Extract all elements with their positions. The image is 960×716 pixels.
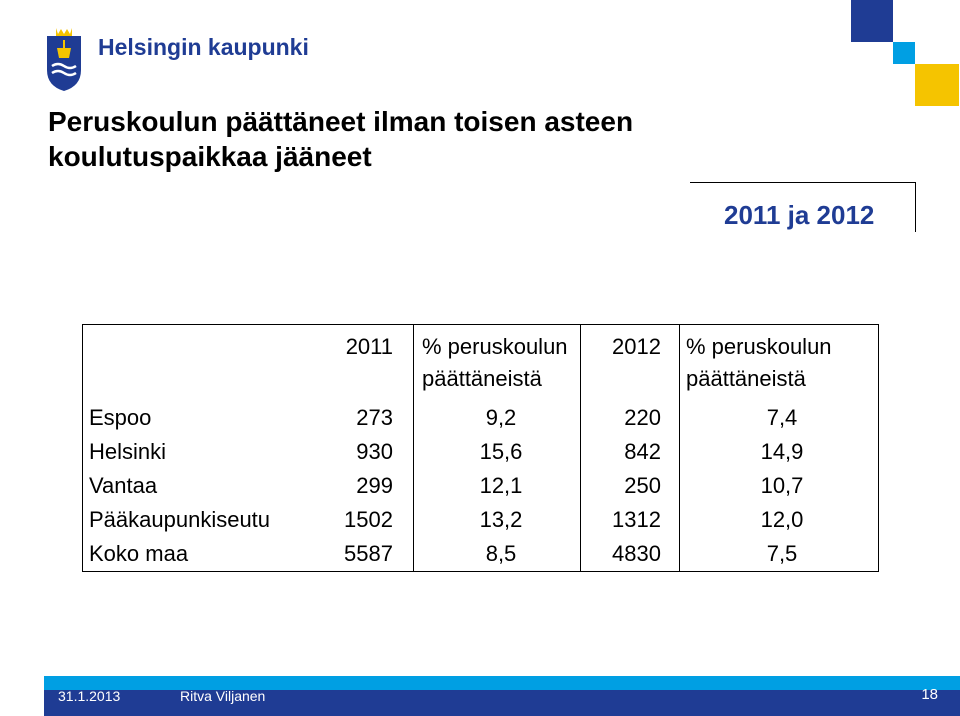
cell-2011: 273 — [313, 401, 414, 435]
cell-pct-2011: 15,6 — [414, 435, 581, 469]
table-row — [83, 435, 879, 469]
table-header-row — [83, 325, 879, 402]
cell-2011: 930 — [313, 435, 414, 469]
logo-text: Helsingin kaupunki — [98, 34, 309, 60]
table-row — [83, 537, 879, 572]
cell-area: Vantaa — [89, 473, 158, 498]
header-pct-2012 — [680, 325, 879, 402]
helsinki-coat-of-arms-icon — [44, 26, 84, 92]
cell-2012: 250 — [581, 469, 680, 503]
decor-square-blue — [851, 0, 893, 42]
cell-2012: 842 — [581, 435, 680, 469]
cell-pct-2012: 12,0 — [760, 507, 804, 532]
cell-2012: 1312 — [581, 503, 680, 537]
header-pct-2011-line2: päättäneistä — [422, 366, 542, 391]
cell-2011: 299 — [313, 469, 414, 503]
subtitle-years: 2011 ja 2012 — [724, 200, 875, 230]
header-year-2012: 2012 — [581, 325, 680, 402]
cell-area: Koko maa — [89, 541, 189, 566]
cell-pct-2012: 14,9 — [760, 439, 804, 464]
divider-line-vertical — [915, 182, 916, 232]
page-title — [48, 104, 633, 174]
footer-bar — [44, 676, 960, 716]
header-pct-2012-line1: % peruskoulun — [686, 334, 832, 359]
table-row — [83, 469, 879, 503]
page-title-line2: koulutuspaikkaa jääneet — [48, 141, 372, 172]
cell-pct-2012: 7,5 — [766, 541, 798, 566]
cell-pct-2012: 10,7 — [760, 473, 804, 498]
cell-area: Espoo — [89, 405, 152, 430]
header-pct-2012-line2: päättäneistä — [686, 366, 806, 391]
page-title-line1: Peruskoulun päättäneet ilman toisen asteen — [48, 106, 634, 137]
cell-area: Helsinki — [89, 439, 167, 464]
cell-pct-2011: 9,2 — [414, 401, 581, 435]
cell-pct-2011: 13,2 — [414, 503, 581, 537]
footer-author: Ritva Viljanen — [180, 688, 266, 704]
data-table — [82, 324, 879, 572]
page-number: 18 — [921, 686, 938, 703]
cell-area: Pääkaupunkiseutu — [89, 507, 271, 532]
decor-square-light-blue — [893, 42, 915, 64]
table-row — [83, 401, 879, 435]
footer-date: 31.1.2013 — [58, 688, 121, 704]
cell-pct-2011: 8,5 — [414, 537, 581, 572]
header-pct-2011 — [414, 325, 581, 402]
header-year-2011: 2011 — [313, 325, 414, 402]
cell-2011: 5587 — [313, 537, 414, 572]
divider-line — [690, 182, 916, 183]
decor-square-yellow — [915, 64, 959, 106]
cell-2012: 4830 — [581, 537, 680, 572]
header-pct-2011-line1: % peruskoulun — [422, 334, 568, 359]
cell-pct-2011: 12,1 — [414, 469, 581, 503]
cell-2012: 220 — [581, 401, 680, 435]
table-row — [83, 503, 879, 537]
header-area — [83, 325, 314, 402]
cell-pct-2012: 7,4 — [766, 405, 798, 430]
cell-2011: 1502 — [313, 503, 414, 537]
